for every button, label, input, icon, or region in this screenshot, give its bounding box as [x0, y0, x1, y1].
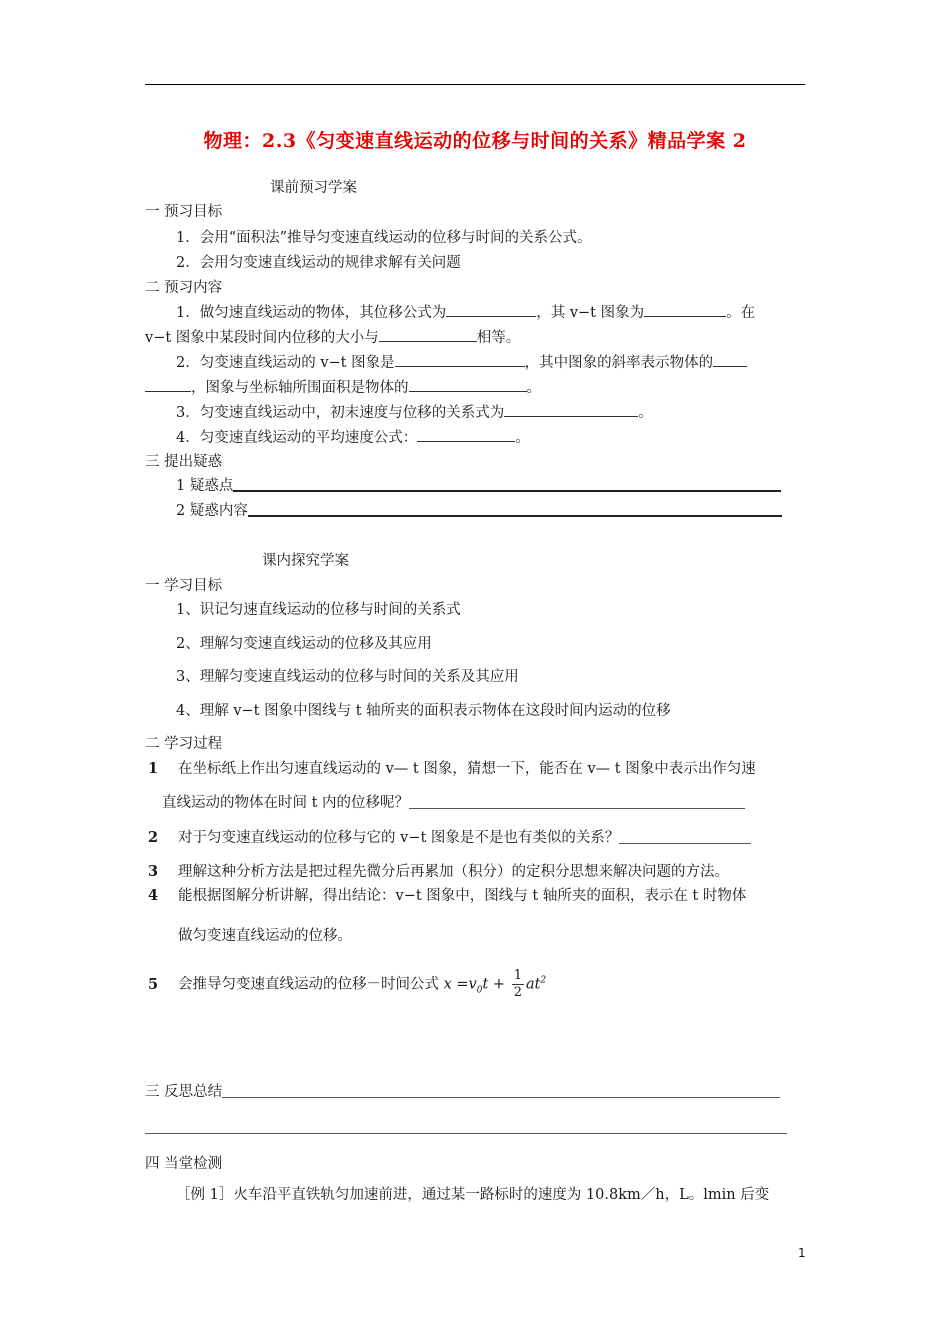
process-text-5: 会推导匀变速直线运动的位移－时间公式: [178, 976, 439, 993]
example-1: ［例 1］火车沿平直铁轨匀加速前进，通过某一路标时的速度为 10.8km／h，L。lmin 后变: [176, 1187, 770, 1203]
preview-q3: [176, 402, 653, 423]
q2-text-c: ，图象与坐标轴所围面积是物体的: [191, 380, 409, 396]
process-answer-line-1[interactable]: [409, 798, 745, 809]
q4-text-a: 4．匀变速直线运动的平均速度公式：: [176, 430, 418, 446]
inclass-goals-label: 一 学习目标: [145, 578, 223, 594]
preview-goal-2: 2．会用匀变速直线运动的规律求解有关问题: [176, 255, 461, 271]
process-text-4a: 能根据图解分析讲解，得出结论：v−t 图象中，图线与 t 轴所夹的面积，表示在 t 时物体: [178, 888, 747, 904]
q1-blank-2[interactable]: [644, 302, 726, 317]
reflection-line-2[interactable]: [145, 1123, 787, 1134]
process-item-4: [148, 886, 746, 906]
q1-blank-3[interactable]: [379, 327, 477, 342]
process-item-1: [148, 759, 756, 779]
formula-subscript: 0: [476, 985, 483, 996]
q2-text-a: 2．匀变速直线运动的 v−t 图象是: [176, 355, 395, 371]
preview-doubt-label: 三 提出疑惑: [145, 454, 223, 470]
doubt-content-line[interactable]: [248, 505, 782, 517]
formula-t: t +: [482, 976, 506, 993]
formula-at: at: [525, 976, 541, 993]
reflection-label: 三 反思总结: [145, 1084, 223, 1100]
process-item-2: [148, 828, 751, 848]
process-item-4-cont: 做匀变速直线运动的位移。: [178, 928, 352, 944]
doubt-content-label: 2 疑惑内容: [176, 503, 248, 519]
page-number: 1: [798, 1246, 806, 1260]
process-num-4: 4: [148, 887, 159, 904]
formula-denominator: 2: [513, 985, 522, 1000]
process-num-1: 1: [148, 760, 159, 777]
q3-blank[interactable]: [504, 402, 638, 417]
q2-blank-2[interactable]: [713, 352, 747, 367]
formula-numerator: 1: [513, 968, 522, 983]
process-item-3: [148, 862, 729, 882]
process-item-1-cont: [162, 793, 745, 813]
q2-text-d: 。: [526, 380, 541, 396]
inclass-goal-2: 2、理解匀变速直线运动的位移及其应用: [176, 636, 432, 652]
process-num-5: 5: [148, 975, 159, 993]
process-text-3: 理解这种分析方法是把过程先微分后再累加（积分）的定积分思想来解决问题的方法。: [178, 864, 729, 880]
preview-q2-cont: [145, 377, 541, 398]
q2-text-b: ，其中图象的斜率表示物体的: [524, 355, 714, 371]
preview-heading: 课前预习学案: [270, 180, 357, 196]
doubt-point-label: 1 疑惑点: [176, 478, 234, 494]
q2-blank-3[interactable]: [409, 377, 527, 392]
q1-text-a: 1．做匀速直线运动的物体，其位移公式为: [176, 305, 447, 321]
q1-text-e: 相等。: [476, 330, 521, 346]
preview-q4: [176, 427, 530, 448]
process-answer-line-2[interactable]: [619, 833, 751, 844]
q3-text-a: 3．匀变速直线运动中，初末速度与位移的关系式为: [176, 405, 505, 421]
displacement-formula: [444, 968, 547, 1001]
q1-text-c: 。在: [726, 305, 756, 321]
preview-goals-label: 一 预习目标: [145, 204, 223, 220]
preview-content-label: 二 预习内容: [145, 280, 223, 296]
process-label: 二 学习过程: [145, 736, 223, 752]
doubt-point-line[interactable]: [233, 480, 781, 492]
header-rule: [145, 84, 805, 85]
formula-superscript: 2: [540, 975, 547, 986]
q3-text-b: 。: [638, 405, 653, 421]
reflection-cont: [145, 1118, 787, 1138]
process-item-5: [148, 968, 546, 1001]
q1-text-b: ，其 v−t 图象为: [536, 305, 645, 321]
inclass-heading: 课内探究学案: [262, 553, 349, 569]
preview-goal-1: 1．会用“面积法”推导匀变速直线运动的位移与时间的关系公式。: [176, 230, 592, 246]
doubt-content: [176, 501, 782, 521]
process-text-1b: 直线运动的物体在时间 t 内的位移呢？: [162, 795, 410, 811]
q2-blank-2b[interactable]: [145, 377, 191, 392]
doubt-point: [176, 476, 781, 496]
document-title: 物理：2.3《匀变速直线运动的位移与时间的关系》精品学案 2: [203, 130, 747, 152]
inclass-goal-3: 3、理解匀变速直线运动的位移与时间的关系及其应用: [176, 669, 519, 685]
q4-text-b: 。: [515, 430, 530, 446]
process-num-2: 2: [148, 829, 159, 846]
preview-q1-cont: [145, 327, 520, 348]
reflection-line-1[interactable]: [222, 1087, 780, 1098]
q2-blank-1[interactable]: [395, 352, 525, 367]
process-text-1a: 在坐标纸上作出匀速直线运动的 v— t 图象，猜想一下，能否在 v— t 图象中表示出作匀速: [178, 761, 756, 777]
preview-q2: [176, 352, 747, 373]
formula-lhs: x =v: [443, 976, 477, 993]
check-label: 四 当堂检测: [145, 1156, 223, 1172]
reflection: [145, 1082, 780, 1102]
inclass-goal-4: 4、理解 v−t 图象中图线与 t 轴所夹的面积表示物体在这段时间内运动的位移: [176, 703, 671, 719]
formula-fraction: [512, 968, 524, 1001]
preview-q1: [176, 302, 755, 323]
process-text-2: 对于匀变速直线运动的位移与它的 v−t 图象是不是也有类似的关系？: [178, 830, 620, 846]
inclass-goal-1: 1、识记匀速直线运动的位移与时间的关系式: [176, 602, 461, 618]
q1-text-d: v−t 图象中某段时间内位移的大小与: [145, 330, 379, 346]
q4-blank[interactable]: [417, 427, 515, 442]
process-num-3: 3: [148, 863, 159, 880]
q1-blank-1[interactable]: [446, 302, 536, 317]
